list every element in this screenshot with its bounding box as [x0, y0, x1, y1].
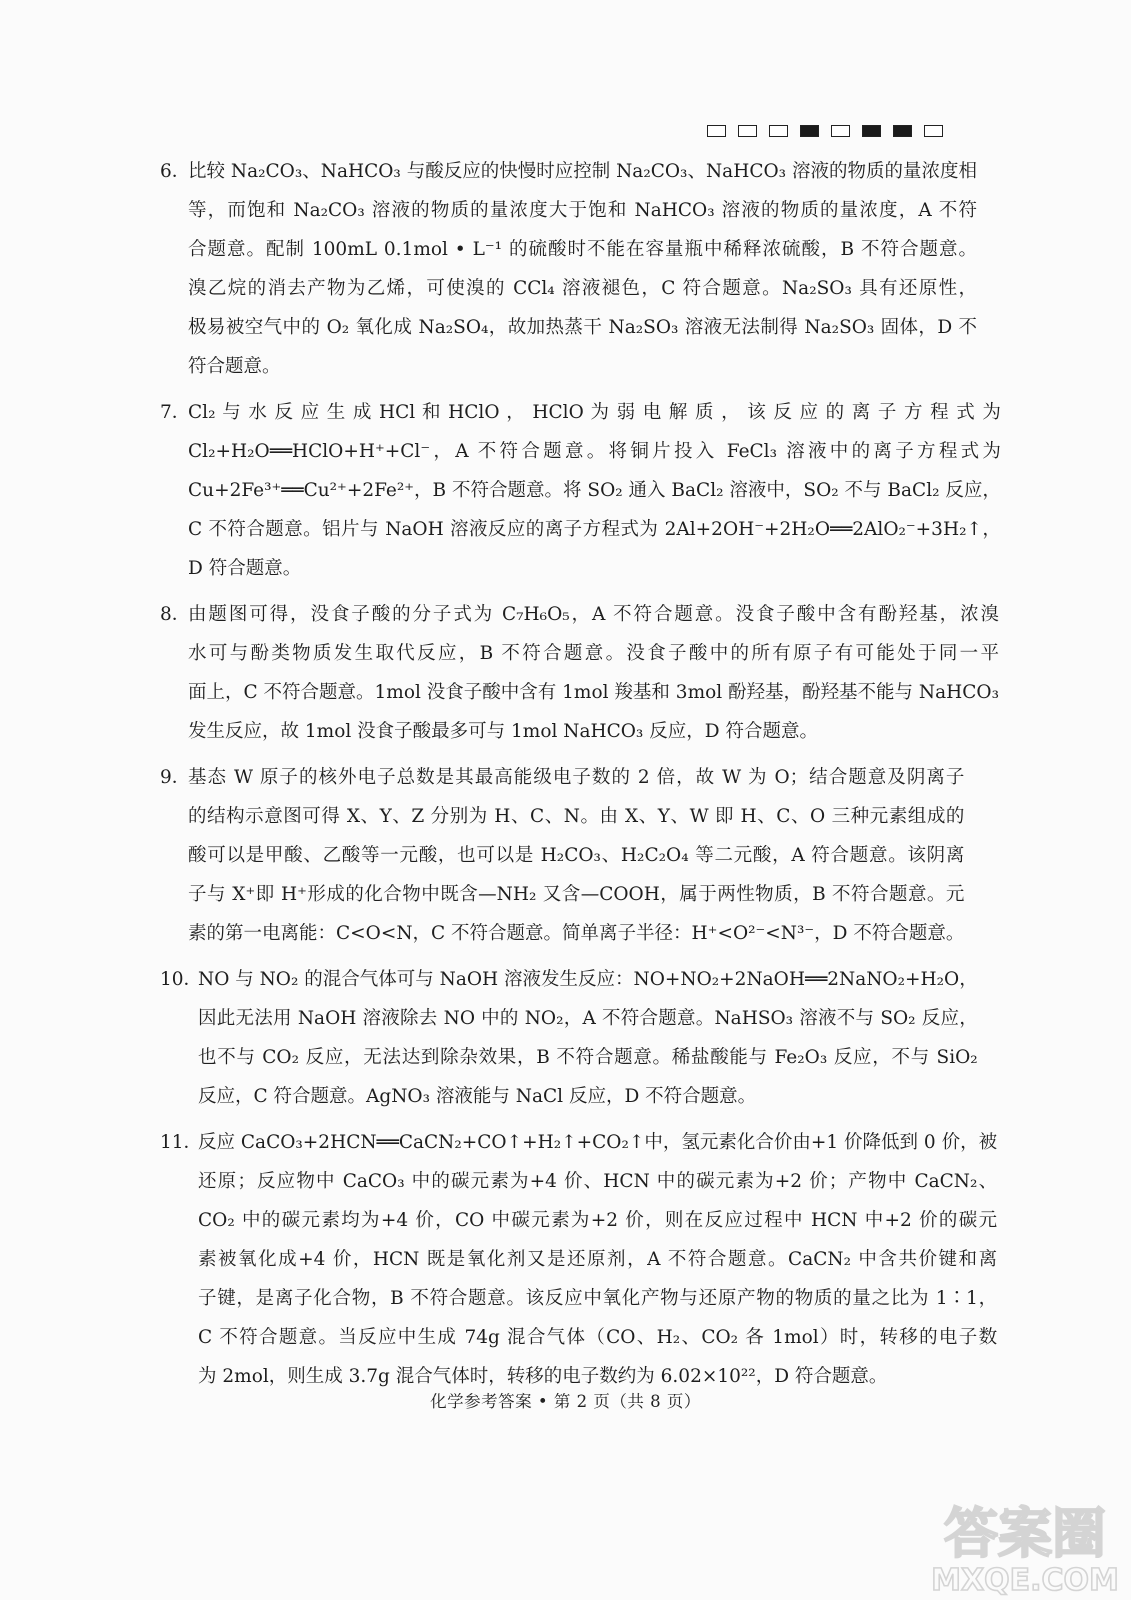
answer-line: 素被氧化成+4 价，HCN 既是氧化剂又是还原剂，A 不符合题意。CaCN₂ 中含共价键和离: [198, 1249, 998, 1270]
answer-line: 等，而饱和 Na₂CO₃ 溶液的物质的量浓度大于饱和 NaHCO₃ 溶液的物质的量浓度，A 不符: [188, 200, 977, 221]
answer-body: [198, 1123, 997, 1396]
answer-line: 极易被空气中的 O₂ 氧化成 Na₂SO₄，故加热蒸干 Na₂SO₃ 溶液无法制得 Na₂SO₃ 固体，D 不: [188, 317, 977, 338]
page-marker-square: [924, 125, 943, 137]
page-marker-square: [831, 125, 850, 137]
answer-item: [160, 960, 978, 1116]
page-marker-square: [707, 125, 726, 137]
answer-item: [160, 595, 1000, 751]
answer-item: [160, 152, 977, 386]
answer-line: 反应 CaCO₃+2HCN══CaCN₂+CO↑+H₂↑+CO₂↑中，氢元素化合价由+1 价降低到 0 价，被: [198, 1132, 998, 1153]
answer-line: 溴乙烷的消去产物为乙烯，可使溴的 CCl₄ 溶液褪色，C 符合题意。Na₂SO₃ 具有还原性，: [188, 278, 977, 299]
page-footer: 化学参考答案 • 第 2 页（共 8 页）: [430, 1392, 701, 1411]
answer-body: [198, 960, 978, 1116]
watermark-chars: 答案圈: [944, 1502, 1106, 1565]
answer-line: 因此无法用 NaOH 溶液除去 NO 中的 NO₂，A 不符合题意。NaHSO₃ 溶液不与 SO₂ 反应，: [198, 1008, 978, 1029]
page-marker-square: [800, 125, 819, 137]
answer-line: Cl₂ 与 水 反 应 生 成 HCl 和 HClO ， HClO 为 弱 电 解 质 ， 该 反 应 的 离 子 方 程 式 为: [188, 402, 1001, 423]
answer-line: 为 2mol，则生成 3.7g 混合气体时，转移的电子数约为 6.02×10²²，D 符合题意。: [198, 1366, 888, 1387]
answer-line: C 不符合题意。铝片与 NaOH 溶液反应的离子方程式为 2Al+2OH⁻+2H₂O══2AlO₂⁻+3H₂↑，: [188, 519, 1001, 540]
answer-line: Cu+2Fe³⁺══Cu²⁺+2Fe²⁺，B 不符合题意。将 SO₂ 通入 BaCl₂ 溶液中，SO₂ 不与 BaCl₂ 反应，: [188, 480, 1001, 501]
answer-line: 也不与 CO₂ 反应，无法达到除杂效果，B 不符合题意。稀盐酸能与 Fe₂O₃ 反应，不与 SiO₂: [198, 1047, 978, 1068]
answer-line: CO₂ 中的碳元素均为+4 价，CO 中碳元素为+2 价，则在反应过程中 HCN 中+2 价的碳元: [198, 1210, 998, 1231]
answer-body: [188, 758, 964, 953]
answer-line: 比较 Na₂CO₃、NaHCO₃ 与酸反应的快慢时应控制 Na₂CO₃、NaHCO₃ 溶液的物质的量浓度相: [188, 161, 977, 182]
answer-body: [188, 152, 977, 386]
page-marker-square: [738, 125, 757, 137]
answer-number: 7．: [160, 402, 191, 423]
answer-number: 6．: [160, 161, 191, 182]
answer-number: 11．: [160, 1132, 203, 1153]
answer-line: 由题图可得，没食子酸的分子式为 C₇H₆O₅，A 不符合题意。没食子酸中含有酚羟基，浓溴: [188, 604, 1000, 625]
answer-line: 基态 W 原子的核外电子总数是其最高能级电子数的 2 倍，故 W 为 O；结合题意及阴离子: [188, 767, 965, 788]
answer-line: 水可与酚类物质发生取代反应，B 不符合题意。没食子酸中的所有原子有可能处于同一平: [188, 643, 1000, 664]
answer-line: 还原；反应物中 CaCO₃ 中的碳元素为+4 价、HCN 中的碳元素为+2 价；产物中 CaCN₂、: [198, 1171, 998, 1192]
answer-line: 发生反应，故 1mol 没食子酸最多可与 1mol NaHCO₃ 反应，D 符合题意。: [188, 721, 818, 742]
answer-body: [188, 595, 999, 751]
answer-number: 8．: [160, 604, 191, 625]
answer-item: [160, 393, 1001, 588]
answer-line: NO 与 NO₂ 的混合气体可与 NaOH 溶液发生反应：NO+NO₂+2NaOH══2NaNO₂+H₂O，: [198, 969, 978, 990]
answer-line: 酸可以是甲酸、乙酸等一元酸，也可以是 H₂CO₃、H₂C₂O₄ 等二元酸，A 符合题意。该阴离: [188, 845, 965, 866]
answer-line: 子与 X⁺即 H⁺形成的化合物中既含—NH₂ 又含—COOH，属于两性物质，B 不符合题意。元: [188, 884, 965, 905]
answer-line: 素的第一电离能：C<O<N，C 不符合题意。简单离子半径：H⁺<O²⁻<N³⁻，D 不符合题意。: [188, 923, 965, 944]
answer-line: 子键，是离子化合物，B 不符合题意。该反应中氧化产物与还原产物的物质的量之比为 1∶1，: [198, 1288, 998, 1309]
page-marker-square: [862, 125, 881, 137]
answer-body: [188, 393, 1001, 588]
answer-line: 符合题意。: [188, 356, 281, 377]
answer-item: [160, 758, 965, 953]
answer-line: 面上，C 不符合题意。1mol 没食子酸中含有 1mol 羧基和 3mol 酚羟基，酚羟基不能与 NaHCO₃: [188, 682, 1000, 703]
page-marker-square: [769, 125, 788, 137]
answer-item: [160, 1123, 998, 1396]
answer-line: 合题意。配制 100mL 0.1mol • L⁻¹ 的硫酸时不能在容量瓶中稀释浓硫酸，B 不符合题意。: [188, 239, 977, 260]
watermark-logo: [925, 1490, 1125, 1600]
page-marker-square: [893, 125, 912, 137]
answer-line: Cl₂+H₂O══HClO+H⁺+Cl⁻，A 不符合题意。将铜片投入 FeCl₃ 溶液中的离子方程式为: [188, 441, 1001, 462]
page-marker-bar: [707, 125, 943, 137]
answer-line: 的结构示意图可得 X、Y、Z 分别为 H、C、N。由 X、Y、W 即 H、C、O 三种元素组成的: [188, 806, 965, 827]
answer-list: [160, 152, 1001, 1403]
answer-number: 9．: [160, 767, 191, 788]
answer-line: C 不符合题意。当反应中生成 74g 混合气体（CO、H₂、CO₂ 各 1mol）时，转移的电子数: [198, 1327, 998, 1348]
answer-line: D 符合题意。: [188, 558, 302, 579]
answer-number: 10．: [160, 969, 203, 990]
answer-line: 反应，C 符合题意。AgNO₃ 溶液能与 NaCl 反应，D 不符合题意。: [198, 1086, 757, 1107]
watermark-url: MXQE.COM: [931, 1563, 1119, 1598]
